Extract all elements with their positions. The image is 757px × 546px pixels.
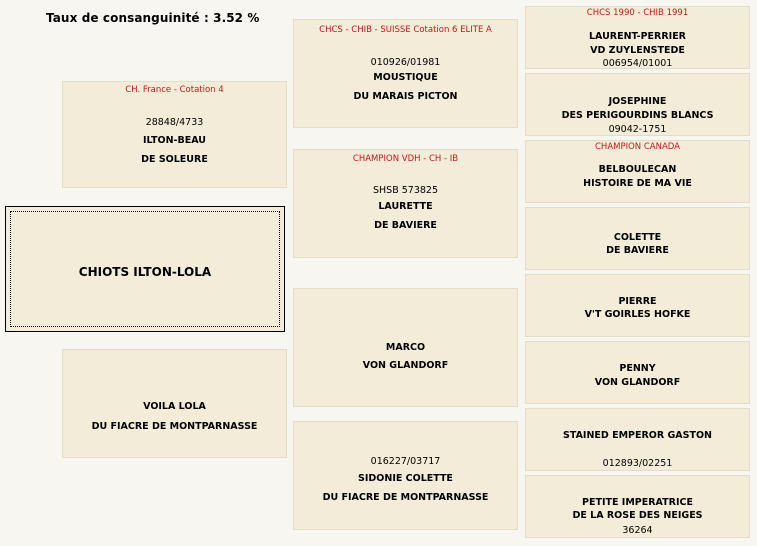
maternal-granddam-name-line1: SIDONIE COLETTE — [358, 473, 453, 484]
maternal-grandsire-box[interactable] — [293, 288, 518, 407]
ggp-sds-name-line1: BELBOULECAN — [598, 164, 677, 175]
ggp-ddd-name-line2: DE LA ROSE DES NEIGES — [572, 510, 703, 521]
paternal-granddam-box[interactable] — [293, 149, 518, 258]
ggp-sdd-name-line2: DE BAVIERE — [606, 245, 669, 256]
ggp-ssd-box[interactable] — [525, 73, 750, 136]
maternal-granddam-box[interactable] — [293, 421, 518, 530]
sire-name-line1: ILTON-BEAU — [143, 135, 206, 146]
paternal-granddam-name-line1: LAURETTE — [378, 201, 433, 212]
ggp-dds-box[interactable] — [525, 408, 750, 471]
ggp-dsd-name-line1: PENNY — [619, 363, 656, 374]
ggp-dsd-box[interactable] — [525, 341, 750, 404]
ggp-sdd-name-line1: COLETTE — [613, 232, 662, 243]
ggp-ddd-registration: 36264 — [622, 525, 653, 536]
paternal-grandsire-title: CHCS - CHIB - SUISSE Cotation 6 ELITE A — [319, 25, 492, 35]
ggp-sds-box[interactable] — [525, 140, 750, 203]
sire-box[interactable] — [62, 81, 287, 188]
dam-name-line2: DU FIACRE DE MONTPARNASSE — [91, 421, 258, 432]
ggp-dsd-name-line2: VON GLANDORF — [594, 377, 681, 388]
ggp-dss-box[interactable] — [525, 274, 750, 337]
subject-name: CHIOTS ILTON-LOLA — [78, 265, 212, 279]
ggp-ssd-registration: 09042-1751 — [608, 124, 667, 135]
maternal-granddam-registration: 016227/03717 — [370, 456, 441, 467]
dam-box[interactable] — [62, 349, 287, 458]
ggp-ddd-name-line1: PETITE IMPERATRICE — [582, 497, 693, 508]
ggp-ssd-name-line1: JOSEPHINE — [608, 96, 667, 107]
inbreeding-title: Taux de consanguinité : 3.52 % — [46, 11, 260, 25]
ggp-dds-name: STAINED EMPEROR GASTON — [562, 430, 712, 441]
paternal-grandsire-name-line1: MOUSTIQUE — [373, 72, 438, 83]
paternal-granddam-title: CHAMPION VDH - CH - IB — [352, 154, 459, 164]
ggp-ssd-name-line2: DES PERIGOURDINS BLANCS — [561, 110, 714, 121]
maternal-grandsire-name-line2: VON GLANDORF — [362, 360, 449, 371]
paternal-granddam-registration: SHSB 573825 — [372, 185, 438, 196]
paternal-grandsire-name-line2: DU MARAIS PICTON — [353, 91, 458, 102]
paternal-granddam-name-line2: DE BAVIERE — [374, 220, 437, 231]
sire-title: CH. France - Cotation 4 — [125, 85, 224, 95]
sire-name-line2: DE SOLEURE — [141, 154, 208, 165]
ggp-sss-registration: 006954/01001 — [602, 58, 673, 69]
ggp-sss-name-line1: LAURENT-PERRIER — [588, 31, 687, 42]
sire-registration: 28848/4733 — [145, 117, 204, 128]
ggp-sss-box[interactable] — [525, 6, 750, 69]
ggp-sss-title: CHCS 1990 - CHIB 1991 — [586, 8, 689, 18]
ggp-sds-title: CHAMPION CANADA — [595, 142, 680, 152]
ggp-ddd-box[interactable] — [525, 475, 750, 538]
maternal-grandsire-name-line1: MARCO — [385, 342, 426, 353]
maternal-granddam-name-line2: DU FIACRE DE MONTPARNASSE — [322, 492, 489, 503]
ggp-dss-name-line2: V'T GOIRLES HOFKE — [584, 309, 691, 320]
paternal-grandsire-registration: 010926/01981 — [370, 57, 441, 68]
dam-name-line1: VOILA LOLA — [143, 401, 206, 412]
paternal-grandsire-box[interactable] — [293, 19, 518, 128]
ggp-dss-name-line1: PIERRE — [618, 296, 657, 307]
ggp-sss-name-line2: VD ZUYLENSTEDE — [590, 45, 685, 56]
ggp-sdd-box[interactable] — [525, 207, 750, 270]
ggp-sds-name-line2: HISTOIRE DE MA VIE — [583, 178, 692, 189]
subject-box[interactable] — [5, 206, 285, 332]
ggp-dds-registration: 012893/02251 — [602, 458, 673, 469]
